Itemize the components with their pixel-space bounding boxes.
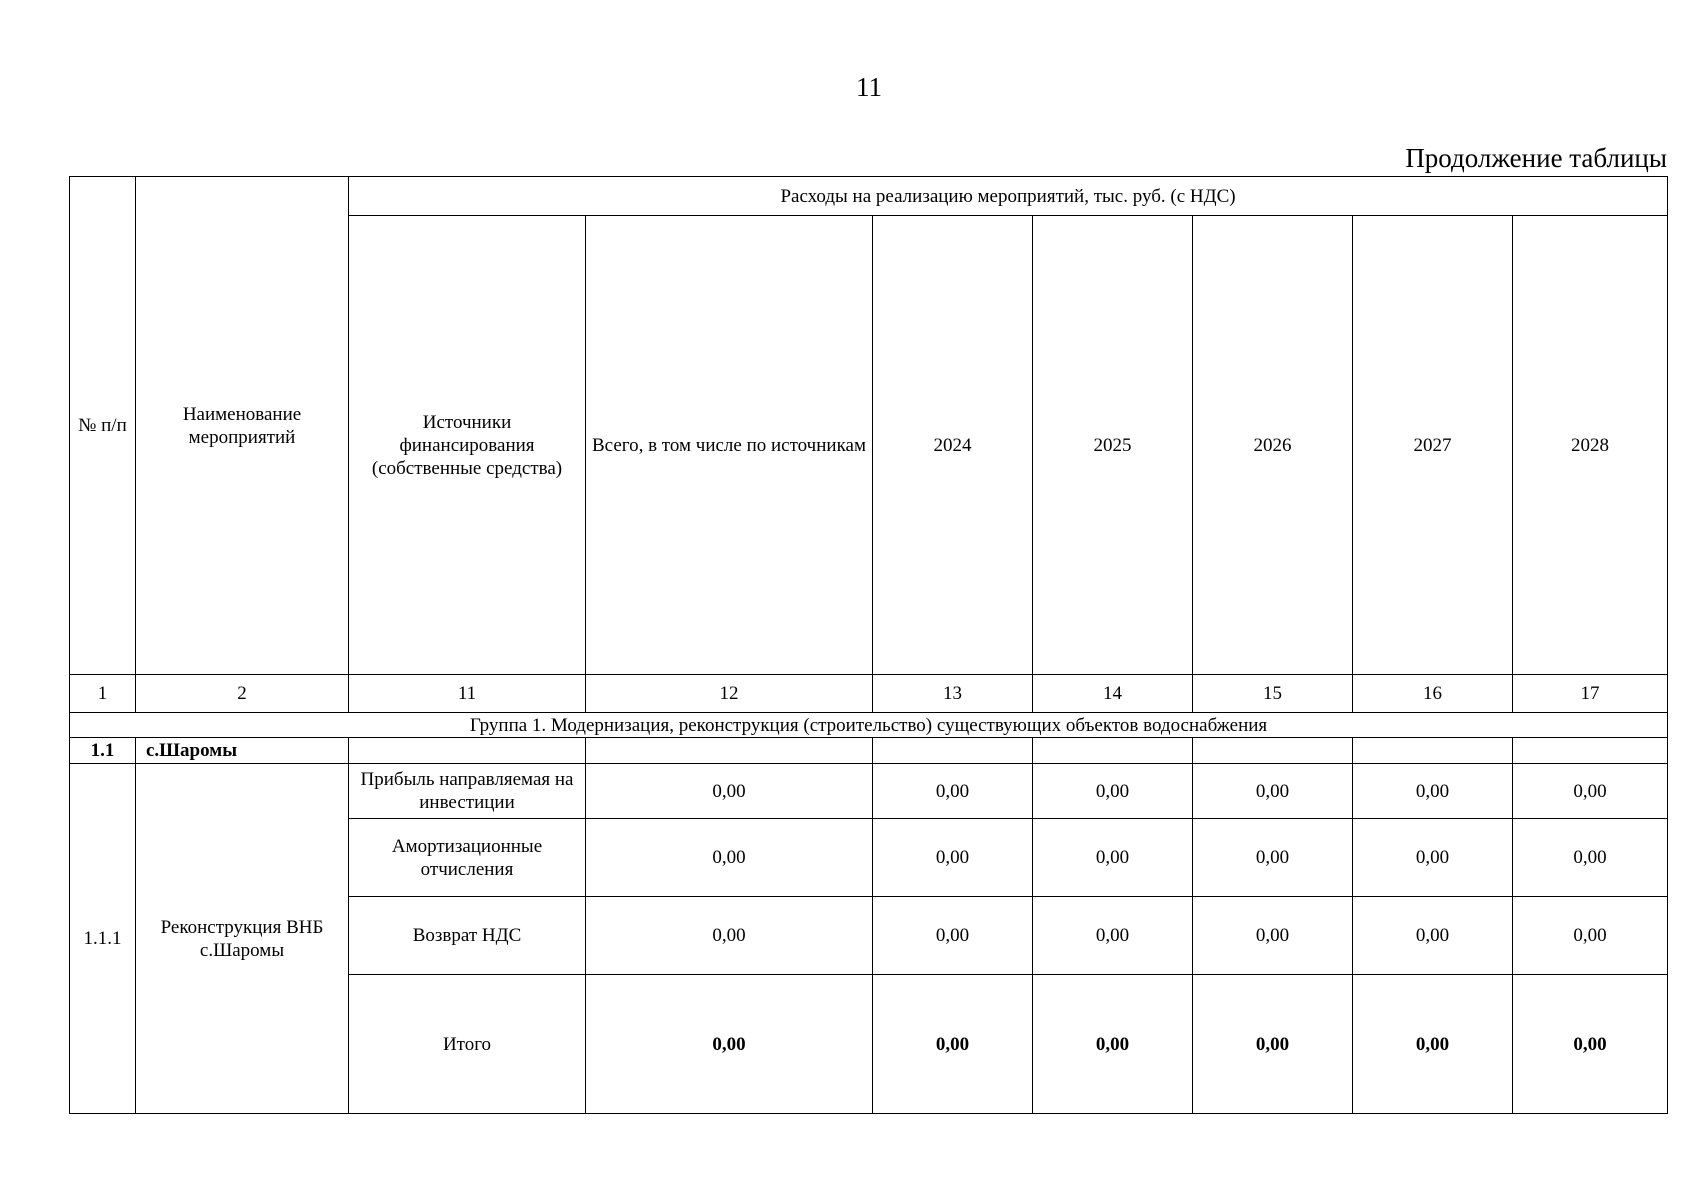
column-number: 11: [349, 675, 586, 713]
subgroup-name: с.Шаромы: [136, 738, 349, 764]
header-year: 2026: [1193, 216, 1353, 675]
value-cell: 0,00: [873, 764, 1033, 819]
value-cell: 0,00: [1353, 764, 1513, 819]
header-expenses: Расходы на реализацию мероприятий, тыс. руб. (с НДС): [349, 177, 1668, 216]
empty-cell: [349, 738, 586, 764]
total-value-cell: 0,00: [1353, 975, 1513, 1114]
value-cell: 0,00: [1033, 819, 1193, 897]
column-number: 13: [873, 675, 1033, 713]
total-value-cell: 0,00: [1033, 975, 1193, 1114]
item-num: 1.1.1: [70, 764, 136, 1114]
group-title: Группа 1. Модернизация, реконструкция (строительство) существующих объектов водоснабжения: [70, 713, 1668, 738]
column-number: 14: [1033, 675, 1193, 713]
value-cell: 0,00: [873, 897, 1033, 975]
value-cell: 0,00: [1353, 897, 1513, 975]
header-year: 2024: [873, 216, 1033, 675]
header-total: Всего, в том числе по источникам: [586, 216, 873, 675]
value-cell: 0,00: [1193, 819, 1353, 897]
expenses-table: [69, 176, 1668, 1114]
value-cell: 0,00: [1033, 764, 1193, 819]
column-number: 2: [136, 675, 349, 713]
empty-cell: [873, 738, 1033, 764]
page-number: 11: [856, 72, 882, 102]
total-value-cell: 0,00: [586, 975, 873, 1114]
source-cell: Амортизационные отчисления: [349, 819, 586, 897]
value-cell: 0,00: [1033, 897, 1193, 975]
total-value-cell: 0,00: [873, 975, 1033, 1114]
value-cell: 0,00: [586, 764, 873, 819]
header-year: 2028: [1513, 216, 1668, 675]
item-name: Реконструкция ВНБ с.Шаромы: [136, 764, 349, 1114]
continuation-label: Продолжение таблицы: [1405, 143, 1667, 173]
header-name: Наименование мероприятий: [136, 177, 349, 675]
empty-cell: [1033, 738, 1193, 764]
total-value-cell: 0,00: [1193, 975, 1353, 1114]
group-row: [70, 713, 1668, 738]
column-number: 16: [1353, 675, 1513, 713]
subgroup-num: 1.1: [70, 738, 136, 764]
column-number: 17: [1513, 675, 1668, 713]
value-cell: 0,00: [586, 819, 873, 897]
value-cell: 0,00: [1353, 819, 1513, 897]
header-year: 2025: [1033, 216, 1193, 675]
empty-cell: [586, 738, 873, 764]
value-cell: 0,00: [873, 819, 1033, 897]
value-cell: 0,00: [1513, 819, 1668, 897]
empty-cell: [1353, 738, 1513, 764]
value-cell: 0,00: [586, 897, 873, 975]
header-year: 2027: [1353, 216, 1513, 675]
column-number: 1: [70, 675, 136, 713]
table-row: [70, 764, 1668, 819]
value-cell: 0,00: [1193, 764, 1353, 819]
empty-cell: [1513, 738, 1668, 764]
header-row-top: [70, 177, 1668, 216]
column-numbers-row: [70, 675, 1668, 713]
source-cell: Итого: [349, 975, 586, 1114]
header-num: № п/п: [70, 177, 136, 675]
empty-cell: [1193, 738, 1353, 764]
source-cell: Возврат НДС: [349, 897, 586, 975]
value-cell: 0,00: [1513, 897, 1668, 975]
value-cell: 0,00: [1513, 764, 1668, 819]
column-number: 12: [586, 675, 873, 713]
source-cell: Прибыль направляемая на инвестиции: [349, 764, 586, 819]
subgroup-row: [70, 738, 1668, 764]
column-number: 15: [1193, 675, 1353, 713]
total-value-cell: 0,00: [1513, 975, 1668, 1114]
header-sources: Источники финансирования (собственные средства): [349, 216, 586, 675]
value-cell: 0,00: [1193, 897, 1353, 975]
